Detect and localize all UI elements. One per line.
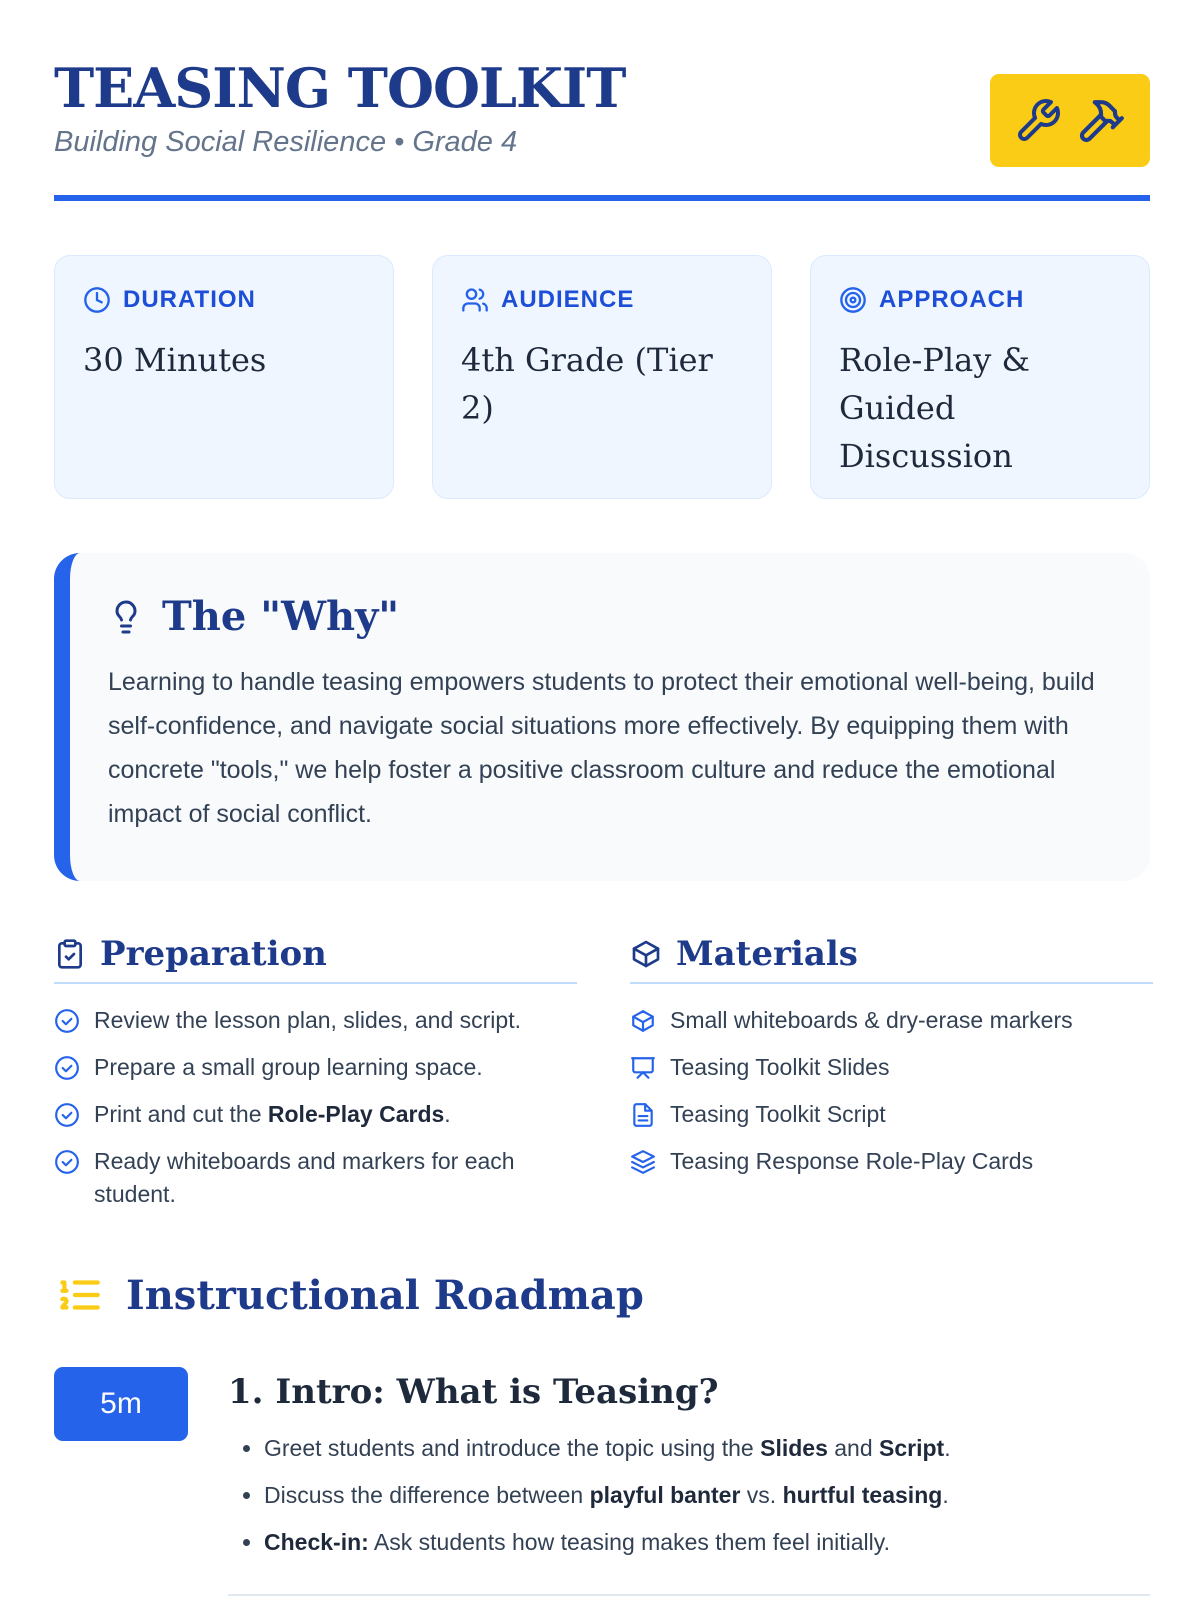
list-item xyxy=(54,1145,577,1211)
card-label: AUDIENCE xyxy=(501,286,635,313)
step-divider xyxy=(228,1594,1150,1596)
page-subtitle: Building Social Resilience • Grade 4 xyxy=(54,126,518,158)
list-item xyxy=(630,1145,1153,1178)
list-item xyxy=(264,1526,1150,1559)
users-icon xyxy=(461,286,489,314)
file-text-icon xyxy=(630,1102,656,1128)
preparation-list xyxy=(54,1004,577,1211)
card-value: 30 Minutes xyxy=(83,341,267,379)
list-item xyxy=(54,1098,577,1131)
hammer-icon xyxy=(1076,96,1126,146)
time-badge: 5m xyxy=(54,1367,188,1441)
why-text: Learning to handle teasing empowers students to protect their emotional well-being, build self-confidence, and navigate social situations more effectively. By equipping them with concrete "tools," we help foster a positive classroom culture and reduce the emotional impact of social conflict. xyxy=(108,668,1095,828)
item-text: Teasing Toolkit Script xyxy=(670,1101,886,1127)
item-text: Review the lesson plan, slides, and script. xyxy=(94,1007,521,1033)
check-circle-icon xyxy=(54,1149,80,1175)
list-item xyxy=(54,1051,577,1084)
list-item xyxy=(630,1051,1153,1084)
bullet-text: . xyxy=(944,1435,951,1461)
card-approach xyxy=(810,255,1150,499)
preparation-section xyxy=(54,934,577,1225)
roadmap-title: Instructional Roadmap xyxy=(126,1271,644,1319)
bullet-bold: playful banter xyxy=(589,1482,741,1508)
item-text: Teasing Toolkit Slides xyxy=(670,1054,890,1080)
card-value: Role-Play & Guided Discussion xyxy=(839,341,1030,475)
bullet-bold: Script xyxy=(879,1435,945,1461)
check-circle-icon xyxy=(54,1102,80,1128)
why-section xyxy=(54,553,1150,881)
clipboard-check-icon xyxy=(54,938,86,970)
layers-icon xyxy=(630,1149,656,1175)
list-ordered-icon xyxy=(54,1270,104,1320)
box-icon xyxy=(630,938,662,970)
list-item xyxy=(264,1479,1150,1512)
card-audience xyxy=(432,255,772,499)
step-title: 1. Intro: What is Teasing? xyxy=(228,1372,719,1412)
bullet-bold: hurtful teasing xyxy=(782,1482,943,1508)
item-text: Prepare a small group learning space. xyxy=(94,1054,483,1080)
toolkit-badge xyxy=(990,74,1150,167)
list-item xyxy=(264,1432,1150,1465)
materials-section xyxy=(630,934,1153,1192)
bullet-bold: Slides xyxy=(760,1435,828,1461)
bullet-text: Discuss the difference between xyxy=(264,1482,590,1508)
item-text: Small whiteboards & dry-erase markers xyxy=(670,1007,1073,1033)
check-circle-icon xyxy=(54,1055,80,1081)
target-icon xyxy=(839,286,867,314)
list-item xyxy=(54,1004,577,1037)
lightbulb-icon xyxy=(108,599,144,635)
item-text: Print and cut the xyxy=(94,1101,268,1127)
step-bullets xyxy=(228,1432,1150,1559)
bullet-text: Ask students how teasing makes them feel initially. xyxy=(368,1529,890,1555)
item-bold: Role-Play Cards xyxy=(267,1101,445,1127)
check-circle-icon xyxy=(54,1008,80,1034)
roadmap-step xyxy=(228,1372,1150,1573)
bullet-text: and xyxy=(827,1435,880,1461)
header-divider xyxy=(54,195,1150,201)
bullet-bold: Check-in: xyxy=(264,1529,369,1555)
bullet-text: vs. xyxy=(740,1482,783,1508)
card-duration xyxy=(54,255,394,499)
roadmap-header xyxy=(54,1270,644,1320)
item-text: Ready whiteboards and markers for each student. xyxy=(94,1148,515,1207)
info-cards xyxy=(54,255,1150,499)
list-item xyxy=(630,1004,1153,1037)
page-title: TEASING TOOLKIT xyxy=(54,56,626,120)
item-text: . xyxy=(444,1101,451,1127)
card-label: DURATION xyxy=(123,286,256,313)
bullet-text: . xyxy=(942,1482,949,1508)
presentation-icon xyxy=(630,1055,656,1081)
materials-list xyxy=(630,1004,1153,1178)
preparation-title: Preparation xyxy=(100,934,327,974)
wrench-icon xyxy=(1014,97,1062,145)
list-item xyxy=(630,1098,1153,1131)
card-value: 4th Grade (Tier 2) xyxy=(461,341,713,427)
page-header xyxy=(54,56,1150,201)
box-icon xyxy=(630,1008,656,1034)
bullet-text: Greet students and introduce the topic using the xyxy=(264,1435,761,1461)
card-label: APPROACH xyxy=(879,286,1025,313)
clock-icon xyxy=(83,286,111,314)
why-title: The "Why" xyxy=(162,593,400,640)
item-text: Teasing Response Role-Play Cards xyxy=(670,1148,1034,1174)
materials-title: Materials xyxy=(676,934,858,974)
